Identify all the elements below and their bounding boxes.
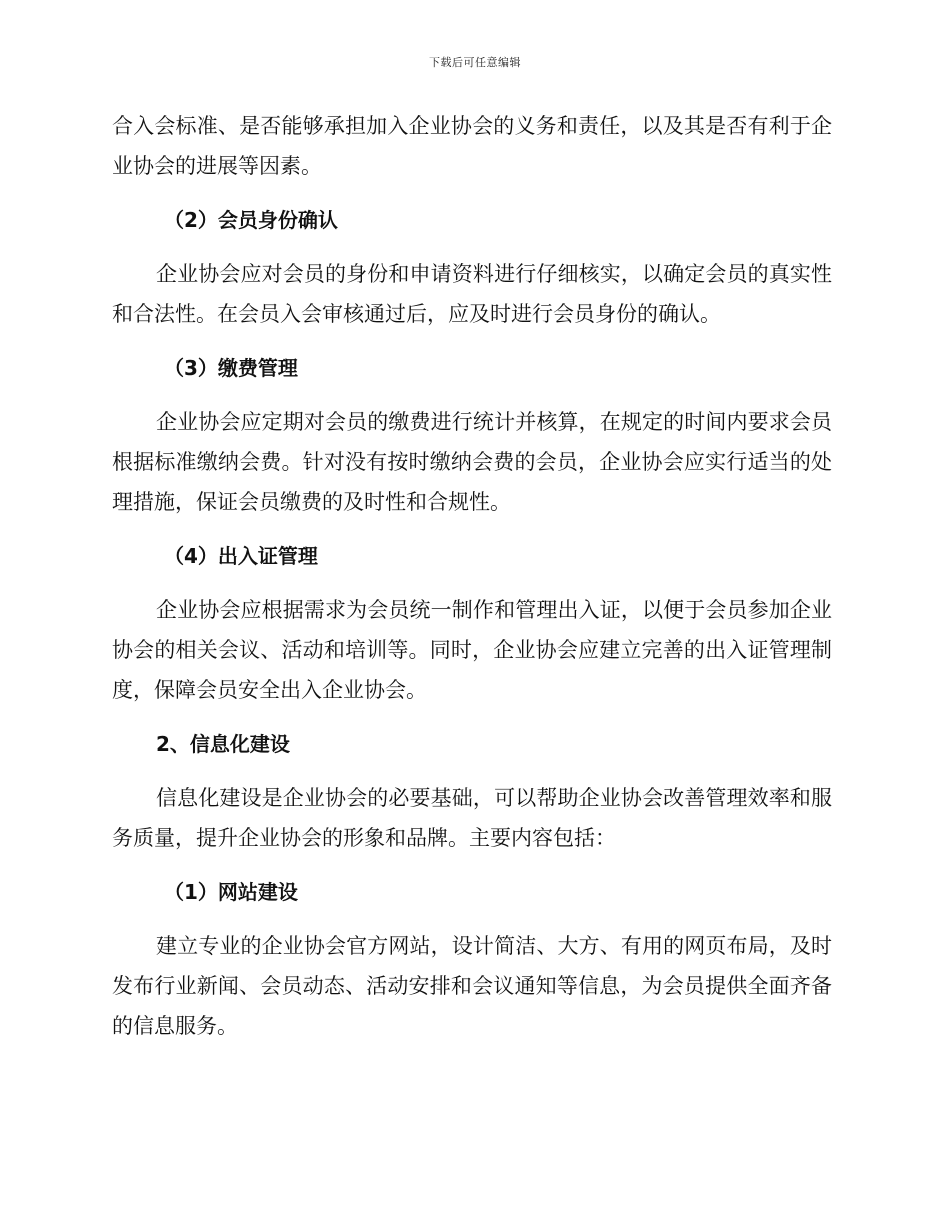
paragraph-website: 建立专业的企业协会官方网站，设计简洁、大方、有用的网页布局，及时发布行业新闻、会员动态、活动安排和会议通知等信息，为会员提供全面齐备的信息服务。: [112, 934, 832, 1038]
section-heading-website: （1）网站建设: [164, 880, 298, 904]
document-body: [112, 106, 832, 1060]
paragraph-fee-management: 企业协会应定期对会员的缴费进行统计并核算，在规定的时间内要求会员根据标准缴纳会费。针对没有按时缴纳会费的会员，企业协会应实行适当的处理措施，保证会员缴费的及时性和合规性。: [112, 410, 832, 514]
section-heading-pass-management: （4）出入证管理: [164, 544, 318, 568]
paragraph-pass-management: 企业协会应根据需求为会员统一制作和管理出入证，以便于会员参加企业协会的相关会议、活动和培训等。同时，企业协会应建立完善的出入证管理制度，保障会员安全出入企业协会。: [112, 598, 832, 702]
paragraph-member-identity: 企业协会应对会员的身份和申请资料进行仔细核实，以确定会员的真实性和合法性。在会员入会审核通过后，应及时进行会员身份的确认。: [112, 262, 832, 326]
section-heading-fee-management: （3）缴费管理: [164, 356, 298, 380]
paragraph-informatization: 信息化建设是企业协会的必要基础，可以帮助企业协会改善管理效率和服务质量，提升企业协会的形象和品牌。主要内容包括：: [112, 786, 832, 850]
paragraph-intro-continuation: 合入会标准、是否能够承担加入企业协会的义务和责任，以及其是否有利于企业协会的进展等因素。: [112, 114, 832, 178]
section-heading-informatization: 2、信息化建设: [156, 732, 290, 756]
header-note: 下载后可任意编辑: [429, 56, 521, 69]
section-heading-member-identity: （2）会员身份确认: [164, 208, 338, 232]
